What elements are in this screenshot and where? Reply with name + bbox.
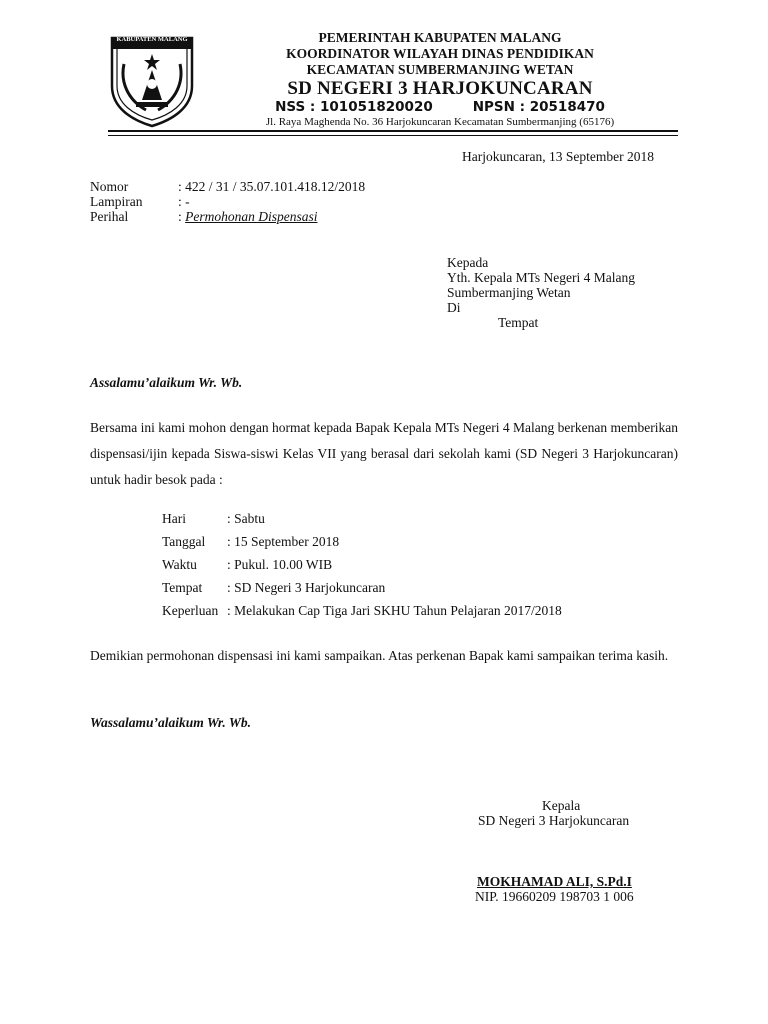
letterhead-department: KOORDINATOR WILAYAH DINAS PENDIDIKAN [286,46,594,61]
letterhead-school-name: SD NEGERI 3 HARJOKUNCARAN [287,78,593,99]
letterhead-npsn: NPSN : 20518470 [472,99,605,115]
letterhead-district: KECAMATAN SUMBERMANJING WETAN [306,62,574,77]
perihal-row [178,209,318,225]
letterhead-divider-thick [108,130,678,132]
detail-value: : Pukul. 10.00 WIB [227,557,333,572]
body-paragraph: Bersama ini kami mohon dengan hormat kepada Bapak Kepala MTs Negeri 4 Malang berkenan memberikan dispensasi/ijin kepada Siswa-siswi Kelas VII yang berasal dari sekolah kami (SD Negeri 3 Harjokuncaran) untuk hadir besok pada : [90,420,678,487]
detail-label: Tanggal [162,534,206,549]
signatory-name: MOKHAMAD ALI, S.Pd.I [477,874,632,889]
letterhead-ids [210,99,670,115]
emblem-label: KABUPATEN MALANG [116,36,188,43]
recipient-di: Di [447,300,461,315]
nomor-label: Nomor [90,179,129,194]
perihal-colon: : [178,209,182,224]
kabupaten-malang-emblem-icon [108,34,196,128]
lampiran-value: : - [178,194,190,209]
perihal-label: Perihal [90,209,129,224]
recipient-kepada: Kepada [447,255,489,270]
letterhead-address: Jl. Raya Maghenda No. 36 Harjokuncaran Kecamatan Sumbermanjing (65176) [265,116,615,128]
letterhead-government: PEMERINTAH KABUPATEN MALANG [318,30,562,45]
recipient-tempat: Tempat [498,315,539,330]
lampiran-label: Lampiran [90,194,143,209]
detail-label: Waktu [162,557,197,572]
perihal-value: Permohonan Dispensasi [185,209,318,224]
detail-label: Hari [162,511,186,526]
closing-paragraph: Demikian permohonan dispensasi ini kami sampaikan. Atas perkenan Bapak kami sampaikan terima kasih. [90,648,669,663]
recipient-name: Yth. Kepala MTs Negeri 4 Malang [447,270,636,285]
closing-greeting: Wassalamu’alaikum Wr. Wb. [90,715,252,730]
detail-label: Keperluan [162,603,219,618]
detail-value: : Melakukan Cap Tiga Jari SKHU Tahun Pelajaran 2017/2018 [227,603,562,618]
signature-title: Kepala [542,798,581,813]
detail-value: : Sabtu [227,511,265,526]
signature-school: SD Negeri 3 Harjokuncaran [478,813,630,828]
detail-value: : SD Negeri 3 Harjokuncaran [227,580,386,595]
letter-date: Harjokuncaran, 13 September 2018 [462,149,654,164]
signatory-nip: NIP. 19660209 198703 1 006 [475,889,634,904]
recipient-location: Sumbermanjing Wetan [447,285,571,300]
detail-label: Tempat [162,580,203,595]
letterhead-nss: NSS : 101051820020 [275,99,433,115]
opening-greeting: Assalamu’alaikum Wr. Wb. [90,375,243,390]
letterhead-divider-thin [108,135,678,136]
nomor-value: : 422 / 31 / 35.07.101.418.12/2018 [178,179,366,194]
detail-value: : 15 September 2018 [227,534,340,549]
